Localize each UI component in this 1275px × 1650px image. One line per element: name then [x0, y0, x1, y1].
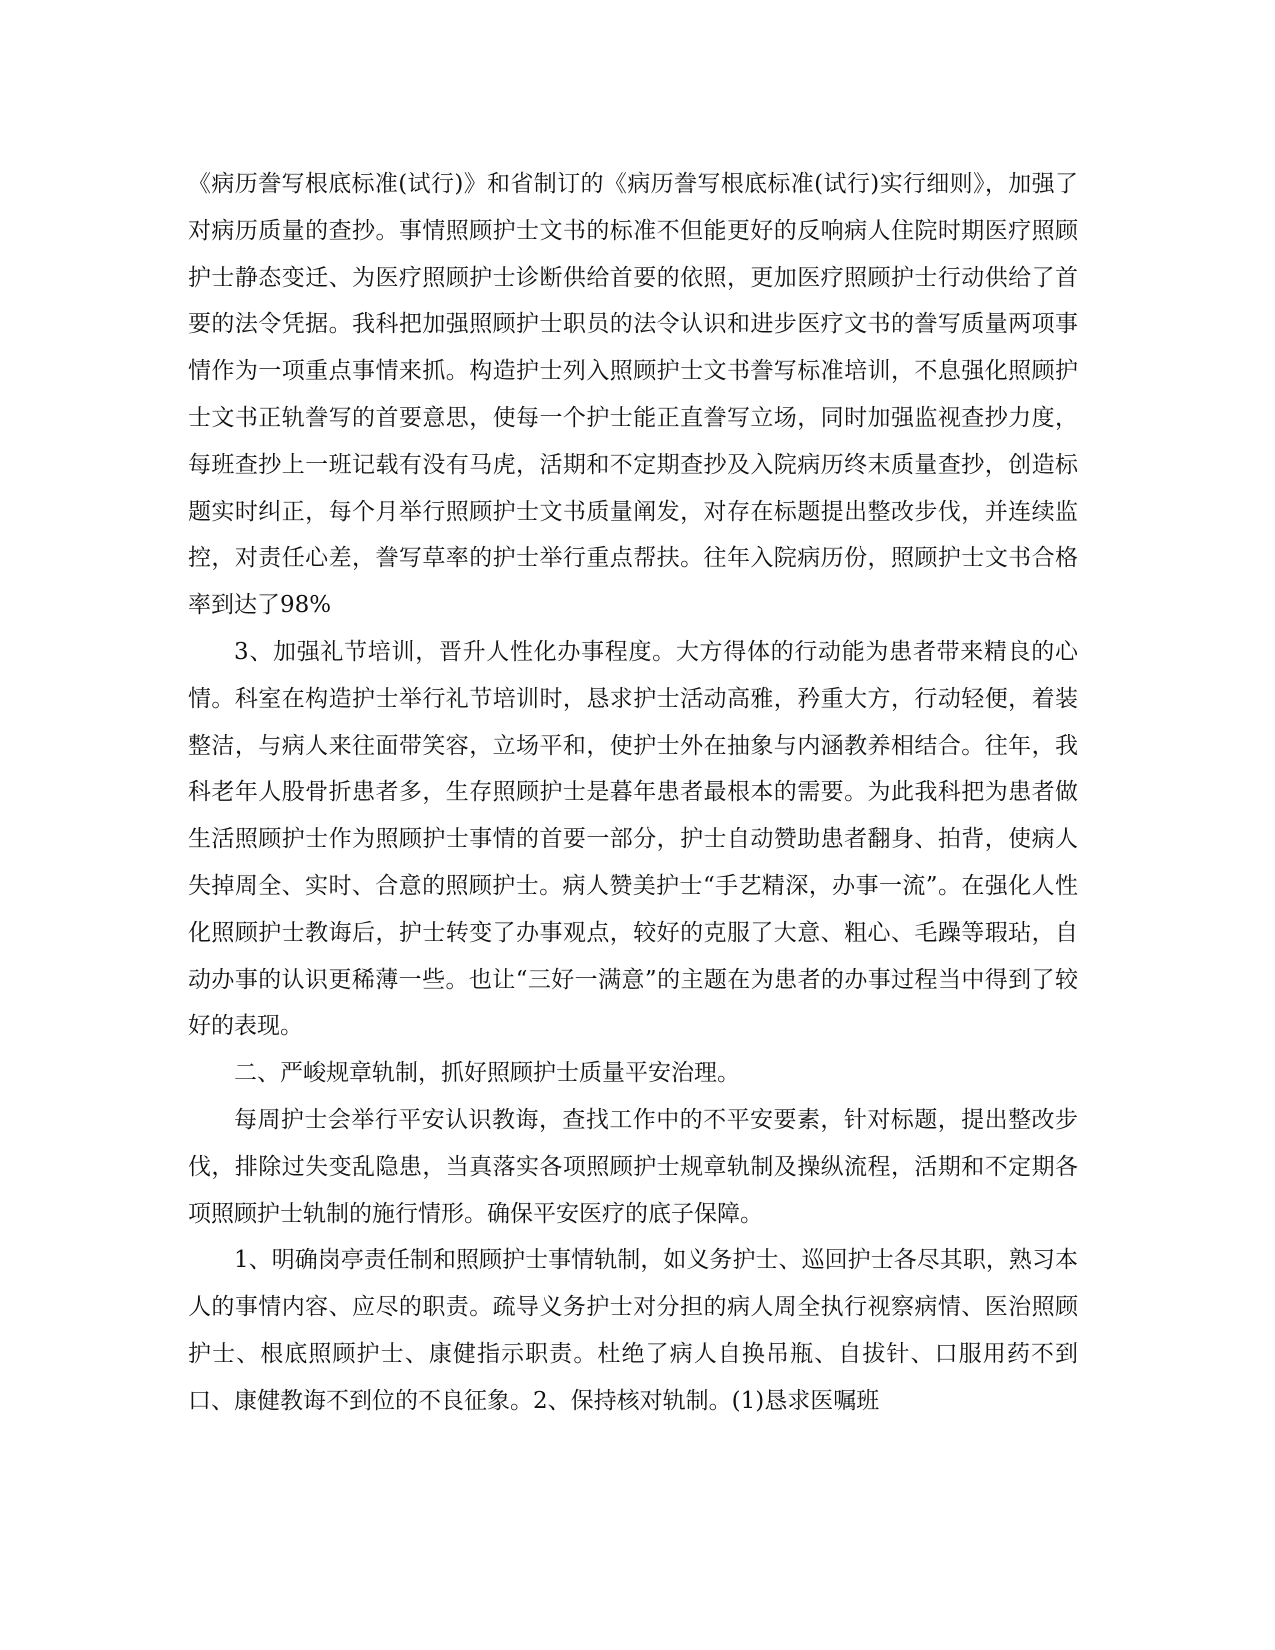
- paragraph-etiquette-training: 3、加强礼节培训，晋升人性化办事程度。大方得体的行动能为患者带来精良的心情。科室在构造护士举行礼节培训时，恳求护士活动高雅，矜重大方，行动轻便，着装整洁，与病人来往面带笑容，立场平和，使护士外在抽象与内涵教养相结合。往年，我科老年人股骨折患者多，生存照顾护士是暮年患者最根本的需要。为此我科把为患者做生活照顾护士作为照顾护士事情的首要一部分，护士自动赞助患者翻身、拍背，使病人失掉周全、实时、合意的照顾护士。病人赞美护士“手艺精深，办事一流”。在强化人性化照顾护士教诲后，护士转变了办事观点，较好的克服了大意、粗心、毛躁等瑕玷，自动办事的认识更稀薄一些。也让“三好一满意”的主题在为患者的办事过程当中得到了较好的表现。: [188, 638, 1078, 1040]
- document-body: [188, 161, 1078, 1425]
- paragraph-records-quality: 《病历誊写根底标准(试行)》和省制订的《病历誊写根底标准(试行)实行细则》，加强了对病历质量的查抄。事情照顾护士文书的标准不但能更好的反响病人住院时期医疗照顾护士静态变迁、为医疗照顾护士诊断供给首要的依照，更加医疗照顾护士行动供给了首要的法令凭据。我科把加强照顾护士职员的法令认识和进步医疗文书的誊写质量两项事情作为一项重点事情来抓。构造护士列入照顾护士文书誊写标准培训，不息强化照顾护士文书正轨誊写的首要意思，使每一个护士能正直誊写立场，同时加强监视查抄力度，每班查抄上一班记载有没有马虎，活期和不定期查抄及入院病历终末质量查抄，创造标题实时纠正，每个月举行照顾护士文书质量阐发，对存在标题提出整改步伐，并连续监控，对责任心差，誊写草率的护士举行重点帮扶。往年入院病历份，照顾护士文书合格率到达了98%: [188, 171, 1078, 619]
- section-heading-safety-management: 二、严峻规章轨制，抓好照顾护士质量平安治理。: [234, 1060, 740, 1087]
- paragraph-responsibility-system: 1、明确岗亭责任制和照顾护士事情轨制，如义务护士、巡回护士各尽其职，熟习本人的事情内容、应尽的职责。疏导义务护士对分担的病人周全执行视察病情、医治照顾护士、根底照顾护士、康健指示职责。杜绝了病人自换吊瓶、自拔针、口服用药不到口、康健教诲不到位的不良征象。2、保持核对轨制。(1)恳求医嘱班: [188, 1247, 1078, 1414]
- paragraph-weekly-safety-education: 每周护士会举行平安认识教诲，查找工作中的不平安要素，针对标题，提出整改步伐，排除过失变乱隐患，当真落实各项照顾护士规章轨制及操纵流程，活期和不定期各项照顾护士轨制的施行情形。确保平安医疗的底子保障。: [188, 1106, 1078, 1227]
